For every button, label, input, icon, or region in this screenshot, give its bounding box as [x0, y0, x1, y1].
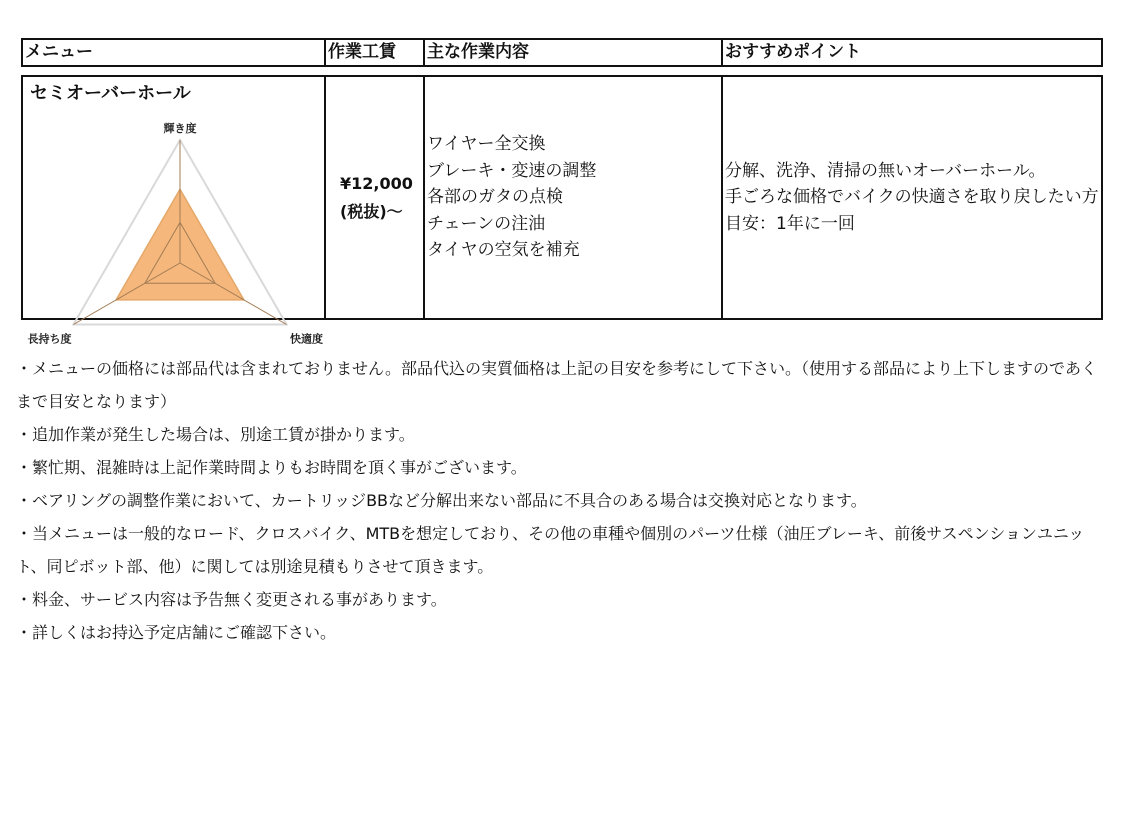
menu-name: セミオーバーホール	[30, 83, 191, 104]
recommend-line: 分解、洗浄、清掃の無いオーバーホール。	[725, 160, 1046, 181]
note-item: ・繁忙期、混雑時は上記作業時間よりもお時間を頂く事がございます。	[16, 458, 527, 477]
header-row	[22, 39, 1102, 66]
note-item: ・メニューの価格には部品代は含まれておりません。部品代込の実質価格は上記の目安を参考にして下さい。（使用する部品により上下しますのであくまで目安となります）	[16, 359, 1097, 411]
recommend-line: 手ごろな価格でバイクの快適さを取り戻したい方	[725, 187, 1099, 208]
note-item: ・ベアリングの調整作業において、カートリッジBBなど分解出来ない部品に不具合のある場合は交換対応となります。	[16, 491, 867, 510]
note-item: ・追加作業が発生した場合は、別途工賃が掛かります。	[16, 425, 415, 444]
note-item: ・料金、サービス内容は予告無く変更される事があります。	[16, 590, 447, 609]
radar-axis-label: 快適度	[290, 332, 324, 346]
note-item: ・当メニューは一般的なロード、クロスバイク、MTBを想定しており、その他の車種や個別のパーツ仕様（油圧ブレーキ、前後サスペンションユニット、同ピボット部、他）に関しては別途見積もりさせて頂きます。	[16, 524, 1085, 576]
notes-list	[16, 352, 1116, 649]
header-table	[21, 38, 1103, 67]
recommend-cell	[722, 76, 1102, 319]
price-cell	[325, 76, 424, 319]
recommend-text	[723, 158, 1101, 238]
task-item: 各部のガタの点検	[427, 187, 563, 208]
tasks-cell	[424, 76, 722, 319]
note-item: ・詳しくはお持込予定店舗にご確認下さい。	[16, 623, 337, 642]
price-note: (税抜)～	[340, 201, 403, 221]
radar-axis-label: 輝き度	[163, 122, 197, 135]
task-item: ブレーキ・変速の調整	[427, 160, 597, 181]
task-item: ワイヤー全交換	[427, 134, 546, 155]
recommend-line: 目安：1年に一回	[725, 213, 855, 234]
menu-name-cell	[22, 76, 325, 346]
header-main-work: 主な作業内容	[424, 39, 722, 66]
price-value: ¥12,000	[340, 173, 413, 193]
task-item: タイヤの空気を補充	[427, 240, 580, 261]
header-labor-cost: 作業工賃	[325, 39, 424, 66]
menu-table	[21, 75, 1103, 346]
task-item: チェーンの注油	[427, 213, 546, 234]
header-recommend: おすすめポイント	[722, 39, 1102, 66]
header-menu: メニュー	[22, 39, 325, 66]
radar-axis-label: 長持ち度	[27, 332, 72, 346]
task-list	[425, 131, 721, 264]
menu-row	[22, 76, 1102, 319]
radar-chart	[23, 77, 324, 346]
